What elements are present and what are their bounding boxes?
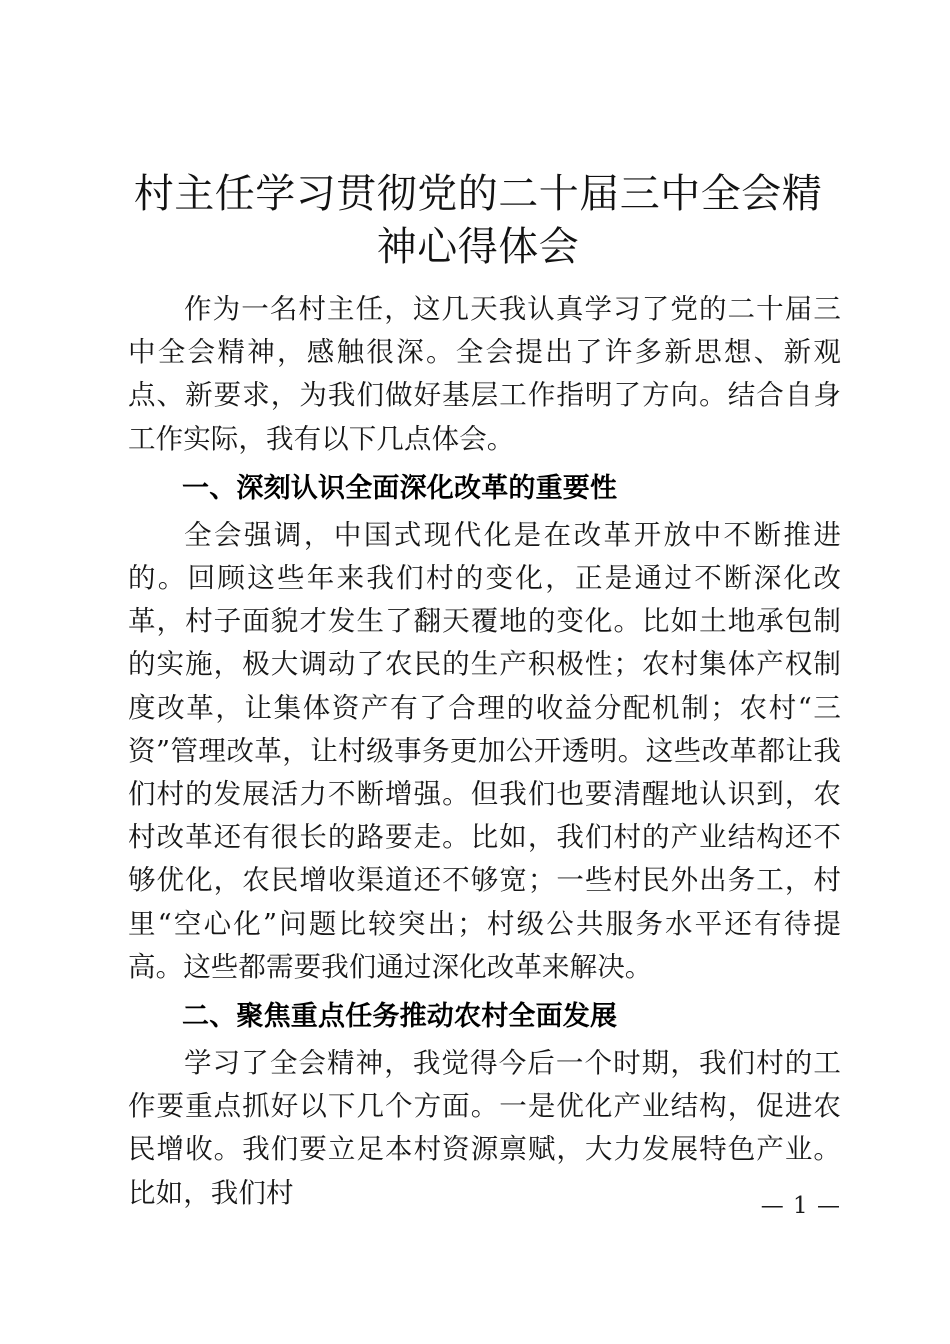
section-heading-one: 一、深刻认识全面深化改革的重要性 bbox=[182, 472, 618, 503]
section-heading-two: 二、聚焦重点任务推动农村全面发展 bbox=[182, 1001, 618, 1032]
paragraph-section-two: 学习了全会精神，我觉得今后一个时期，我们村的工作要重点抓好以下几个方面。一是优化产业结构，促进农民增收。我们要立足本村资源禀赋，大力发展特色产业。比如，我们村 bbox=[128, 1047, 841, 1209]
page-title: 村主任学习贯彻党的二十届三中全会精神心得体会 bbox=[133, 171, 823, 270]
page-number: — 1 — bbox=[760, 1193, 841, 1219]
paragraph-section-one: 全会强调，中国式现代化是在改革开放中不断推进的。回顾这些年来我们村的变化，正是通过不断深化改革，村子面貌才发生了翻天覆地的变化。比如土地承包制的实施，极大调动了农民的生产积极性；农村集体产权制度改革，让集体资产有了合理的收益分配机制；农村“三资”管理改革，让村级事务更加公开透明。这些改革都让我们村的发展活力不断增强。但我们也要清醒地认识到，农村改革还有很长的路要走。比如，我们村的产业结构还不够优化，农民增收渠道还不够宽；一些村民外出务工，村里“空心化”问题比较突出；村级公共服务水平还有待提高。这些都需要我们通过深化改革来解决。 bbox=[128, 518, 841, 983]
paragraph-intro: 作为一名村主任，这几天我认真学习了党的二十届三中全会精神，感触很深。全会提出了许多新思想、新观点、新要求，为我们做好基层工作指明了方向。结合自身工作实际，我有以下几点体会。 bbox=[128, 293, 841, 455]
document-content bbox=[128, 168, 841, 1216]
